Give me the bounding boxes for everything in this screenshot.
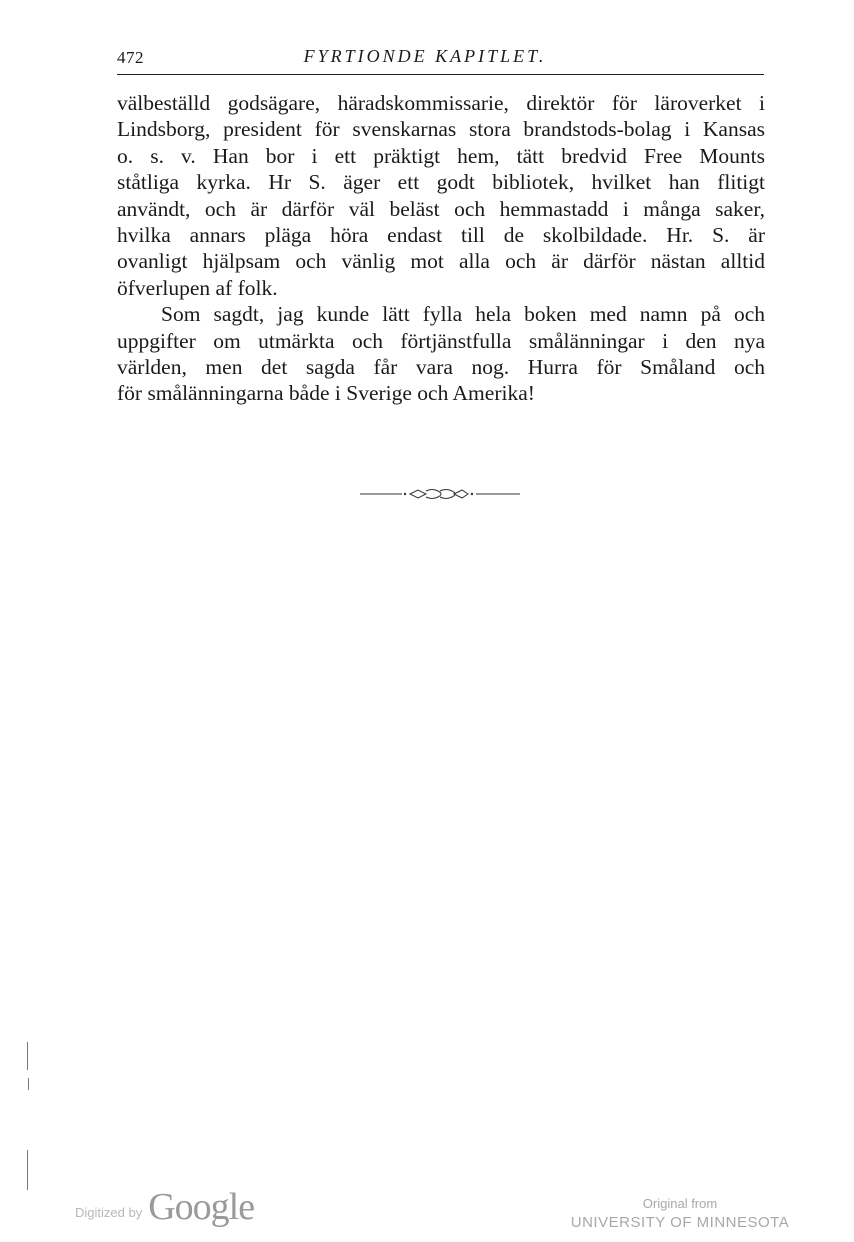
google-logo: Google bbox=[148, 1186, 255, 1228]
text-line: Lindsborg, president för svenskarnas stora brandstods-bolag i Kansas bbox=[117, 117, 765, 142]
body-text bbox=[117, 90, 765, 407]
text-line: världen, men det sagda får vara nog. Hurra för Småland och bbox=[117, 354, 765, 379]
text-line: öfverlupen af folk. bbox=[117, 275, 278, 300]
section-ornament bbox=[360, 487, 520, 501]
text-line: uppgifter om utmärkta och förtjänstfulla smålänningar i den nya bbox=[117, 328, 765, 353]
scan-margin-mark bbox=[27, 1042, 28, 1070]
running-head: FYRTIONDE KAPITLET. bbox=[303, 46, 547, 66]
digitized-by-label: Digitized by bbox=[75, 1205, 143, 1220]
scan-margin-mark bbox=[27, 1150, 28, 1190]
text-line: välbeställd godsägare, häradskommissarie, direktör för läroverket i bbox=[117, 91, 765, 115]
page-number: 472 bbox=[117, 48, 144, 67]
text-line: ståtliga kyrka. Hr S. äger ett godt bibliotek, hvilket han flitigt bbox=[117, 170, 765, 195]
text-line: för smålänningarna både i Sverige och Amerika! bbox=[117, 381, 535, 406]
digitized-watermark bbox=[75, 1186, 254, 1226]
header-rule bbox=[117, 74, 764, 75]
text-line: hvilka annars pläga höra endast till de skolbildade. Hr. S. är bbox=[117, 222, 765, 247]
scan-margin-mark bbox=[28, 1078, 29, 1090]
text-line: o. s. v. Han bor i ett präktigt hem, tätt bredvid Free Mounts bbox=[117, 143, 765, 168]
library-name: UNIVERSITY OF MINNESOTA bbox=[570, 1214, 790, 1231]
origin-watermark bbox=[560, 1196, 800, 1231]
text-line: ovanligt hjälpsam och vänlig mot alla och är därför nästan alltid bbox=[117, 249, 765, 274]
original-from-label: Original from bbox=[642, 1196, 718, 1211]
text-line: Som sagdt, jag kunde lätt fylla hela boken med namn på och bbox=[161, 302, 765, 327]
text-line: användt, och är därför väl beläst och hemmastadd i många saker, bbox=[117, 196, 765, 221]
